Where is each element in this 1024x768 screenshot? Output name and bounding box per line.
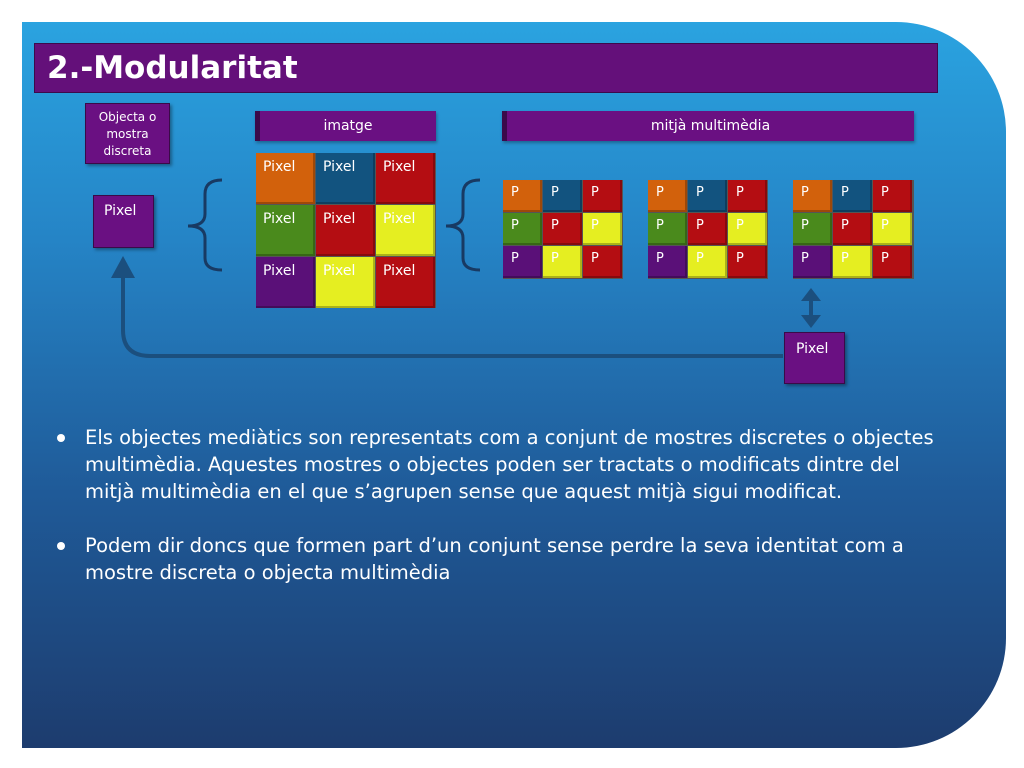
pixel-box-bottom-label: Pixel bbox=[796, 341, 829, 357]
pixel-box-left-label: Pixel bbox=[104, 203, 137, 219]
media-header-label: mitjà multimèdia bbox=[650, 118, 771, 134]
grid-cell: P bbox=[543, 213, 582, 245]
grid-cell: P bbox=[728, 180, 767, 212]
bullet-list bbox=[52, 424, 942, 613]
grid-cell: P bbox=[648, 246, 687, 278]
bullet-item bbox=[52, 424, 942, 505]
grid-cell: P bbox=[793, 246, 832, 278]
page-title: 2.-Modularitat bbox=[47, 50, 298, 86]
grid-cell: P bbox=[833, 180, 872, 212]
grid-cell: P bbox=[503, 213, 542, 245]
grid-cell: Pixel bbox=[376, 153, 435, 204]
bullet-dot-icon bbox=[57, 434, 65, 442]
grid-cell: P bbox=[873, 213, 912, 245]
bullet-dot-icon bbox=[57, 542, 65, 550]
grid-cell: Pixel bbox=[256, 153, 315, 204]
grid-cell: P bbox=[793, 213, 832, 245]
grid-cell: P bbox=[688, 180, 727, 212]
grid-cell: P bbox=[583, 180, 622, 212]
grid-cell: Pixel bbox=[256, 205, 315, 256]
grid-cell: Pixel bbox=[376, 257, 435, 308]
left-brace-icon bbox=[188, 180, 222, 270]
double-arrow-up-icon bbox=[801, 288, 821, 301]
middle-brace-icon bbox=[446, 180, 480, 270]
grid-cell: P bbox=[583, 246, 622, 278]
grid-cell: P bbox=[543, 246, 582, 278]
grid-cell: P bbox=[648, 180, 687, 212]
bullet-text: Els objectes mediàtics son representats com a conjunt de mostres discretes o objectes multimèdia. Aquestes mostres o objectes poden ser tractats o modificats dintre del mitjà multimèdia en el que s’agrupen sense que aquest mitjà sigui modificat. bbox=[85, 426, 934, 503]
grid-cell: Pixel bbox=[316, 153, 375, 204]
grid-cell: P bbox=[583, 213, 622, 245]
grid-cell: Pixel bbox=[256, 257, 315, 308]
grid-cell: P bbox=[833, 246, 872, 278]
double-arrow-down-icon bbox=[801, 315, 821, 328]
grid-cell: Pixel bbox=[316, 205, 375, 256]
grid-cell: P bbox=[543, 180, 582, 212]
bullet-text: Podem dir doncs que formen part d’un conjunt sense perdre la seva identitat com a mostre discreta o objecta multimèdia bbox=[85, 534, 904, 584]
grid-cell: P bbox=[503, 180, 542, 212]
grid-cell: P bbox=[688, 213, 727, 245]
grid-cell: Pixel bbox=[316, 257, 375, 308]
grid-cell: P bbox=[873, 180, 912, 212]
grid-cell: P bbox=[728, 246, 767, 278]
image-header-label: imatge bbox=[323, 118, 373, 134]
grid-cell: P bbox=[728, 213, 767, 245]
grid-cell: P bbox=[793, 180, 832, 212]
grid-cell: P bbox=[648, 213, 687, 245]
object-label: Objecta o mostra discreta bbox=[98, 110, 157, 158]
return-arrow-line bbox=[123, 275, 783, 356]
grid-cell: P bbox=[833, 213, 872, 245]
grid-cell: P bbox=[688, 246, 727, 278]
grid-cell: P bbox=[873, 246, 912, 278]
grid-cell: P bbox=[503, 246, 542, 278]
grid-cell: Pixel bbox=[376, 205, 435, 256]
bullet-item bbox=[52, 532, 942, 586]
up-arrow-icon bbox=[111, 256, 135, 278]
